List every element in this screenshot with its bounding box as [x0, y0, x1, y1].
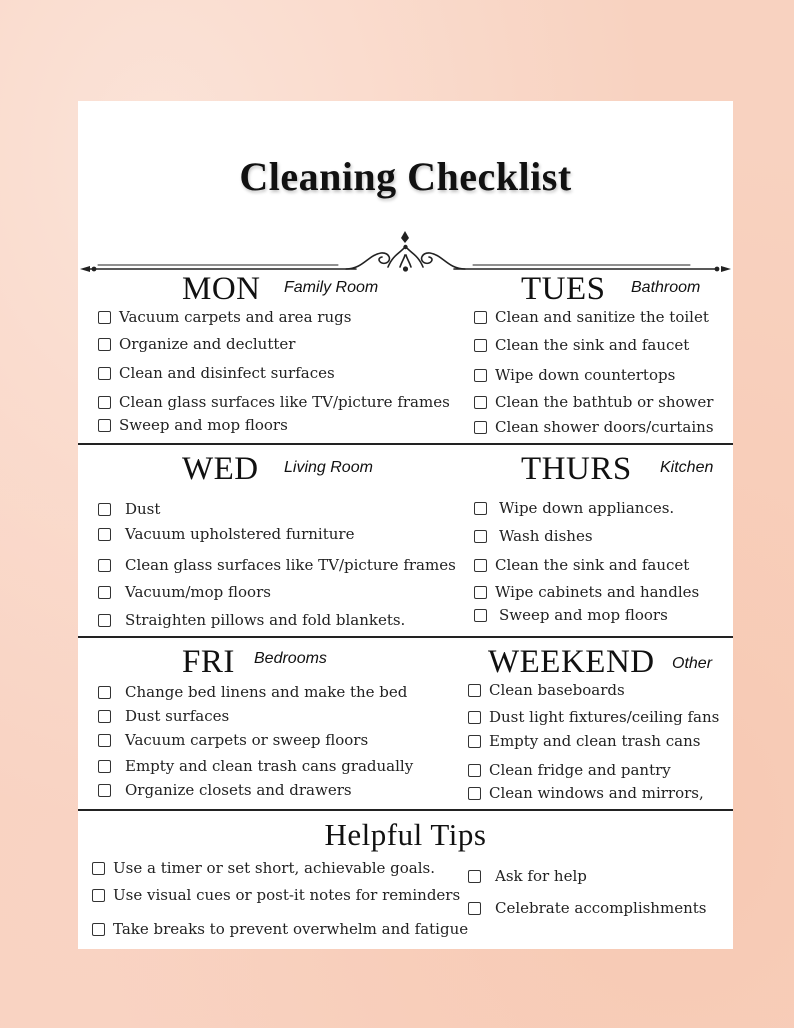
checkbox-icon[interactable] — [98, 503, 111, 516]
day-heading: MON — [182, 271, 261, 307]
checklist-item[interactable]: Clean the sink and faucet — [474, 336, 689, 354]
tips-title: Helpful Tips — [324, 817, 487, 852]
checklist-item[interactable]: Clean the sink and faucet — [474, 556, 689, 574]
checklist-item[interactable]: Change bed linens and make the bed — [98, 683, 407, 701]
tip-item[interactable]: Celebrate accomplishments — [468, 899, 706, 917]
checklist-item[interactable]: Vacuum/mop floors — [98, 583, 271, 601]
checkbox-icon[interactable] — [98, 760, 111, 773]
room-label: Bathroom — [631, 279, 701, 296]
checkbox-icon[interactable] — [468, 870, 481, 883]
checkbox-icon[interactable] — [98, 559, 111, 572]
checklist-item[interactable]: Dust surfaces — [98, 707, 229, 725]
day-heading: WED — [182, 451, 259, 487]
checkbox-icon[interactable] — [474, 609, 487, 622]
checkbox-icon[interactable] — [474, 530, 487, 543]
checklist-item[interactable]: Clean glass surfaces like TV/picture frames — [98, 393, 450, 411]
checkbox-icon[interactable] — [92, 889, 105, 902]
checkbox-icon[interactable] — [474, 421, 487, 434]
checkbox-icon[interactable] — [98, 586, 111, 599]
day-heading: TUES — [521, 271, 606, 307]
day-heading: WEEKEND — [488, 644, 655, 680]
checklist-item[interactable]: Clean baseboards — [468, 681, 625, 699]
checklist-item[interactable]: Vacuum carpets or sweep floors — [98, 731, 368, 749]
checklist-item[interactable]: Clean fridge and pantry — [468, 761, 671, 779]
checkbox-icon[interactable] — [468, 711, 481, 724]
checklist-item[interactable]: Wipe down appliances. — [474, 499, 674, 517]
room-label: Kitchen — [660, 459, 714, 476]
checkbox-icon[interactable] — [98, 311, 111, 324]
section-divider — [78, 809, 733, 811]
checkbox-icon[interactable] — [474, 396, 487, 409]
section-mon-tues — [78, 271, 733, 443]
checklist-sheet — [78, 101, 733, 949]
page-title: Cleaning Checklist — [239, 154, 572, 199]
checkbox-icon[interactable] — [92, 923, 105, 936]
section-divider — [78, 636, 733, 638]
section-fri-weekend — [78, 644, 733, 809]
checkbox-icon[interactable] — [98, 734, 111, 747]
checkbox-icon[interactable] — [98, 367, 111, 380]
checkbox-icon[interactable] — [474, 586, 487, 599]
checklist-item[interactable]: Sweep and mop floors — [474, 606, 668, 624]
checkbox-icon[interactable] — [92, 862, 105, 875]
checkbox-icon[interactable] — [98, 784, 111, 797]
checklist-item[interactable]: Wipe down countertops — [474, 366, 675, 384]
checklist-item[interactable]: Organize closets and drawers — [98, 781, 352, 799]
checklist-item[interactable]: Organize and declutter — [98, 335, 295, 353]
checklist-item[interactable]: Dust — [98, 500, 160, 518]
section-divider — [78, 443, 733, 445]
checklist-item[interactable]: Clean shower doors/curtains — [474, 418, 714, 436]
checkbox-icon[interactable] — [98, 338, 111, 351]
checkbox-icon[interactable] — [98, 419, 111, 432]
checklist-item[interactable]: Straighten pillows and fold blankets. — [98, 611, 405, 629]
checkbox-icon[interactable] — [98, 614, 111, 627]
tip-item[interactable]: Use visual cues or post-it notes for reminders — [92, 886, 460, 904]
checkbox-icon[interactable] — [474, 311, 487, 324]
room-label: Family Room — [284, 279, 379, 296]
checkbox-icon[interactable] — [468, 684, 481, 697]
checklist-item[interactable]: Wash dishes — [474, 527, 593, 545]
day-heading: THURS — [521, 451, 632, 487]
checklist-item[interactable]: Clean and disinfect surfaces — [98, 364, 335, 382]
room-label: Other — [672, 655, 713, 672]
checklist-item[interactable]: Vacuum upholstered furniture — [98, 525, 354, 543]
tip-item[interactable]: Use a timer or set short, achievable goals. — [92, 859, 435, 877]
tip-item[interactable]: Ask for help — [468, 867, 587, 885]
checkbox-icon[interactable] — [98, 686, 111, 699]
room-label: Bedrooms — [254, 650, 327, 667]
tip-item[interactable]: Take breaks to prevent overwhelm and fatigue — [92, 920, 468, 938]
checklist-item[interactable]: Empty and clean trash cans — [468, 732, 700, 750]
checklist-item[interactable]: Wipe cabinets and handles — [474, 583, 699, 601]
section-wed-thurs — [78, 451, 733, 631]
checkbox-icon[interactable] — [474, 369, 487, 382]
checkbox-icon[interactable] — [98, 528, 111, 541]
checklist-item[interactable]: Vacuum carpets and area rugs — [98, 308, 351, 326]
checklist-item[interactable]: Empty and clean trash cans gradually — [98, 757, 413, 775]
checkbox-icon[interactable] — [468, 764, 481, 777]
day-heading: FRI — [182, 644, 235, 680]
checkbox-icon[interactable] — [98, 396, 111, 409]
checkbox-icon[interactable] — [474, 502, 487, 515]
checkbox-icon[interactable] — [468, 787, 481, 800]
checkbox-icon[interactable] — [474, 339, 487, 352]
checkbox-icon[interactable] — [468, 735, 481, 748]
checklist-item[interactable]: Clean and sanitize the toilet — [474, 308, 709, 326]
checklist-item[interactable]: Dust light fixtures/ceiling fans — [468, 708, 719, 726]
checklist-item[interactable]: Clean the bathtub or shower — [474, 393, 713, 411]
room-label: Living Room — [284, 459, 373, 476]
flourish-divider-icon — [78, 225, 733, 275]
checklist-item[interactable]: Clean windows and mirrors, — [468, 784, 704, 802]
checkbox-icon[interactable] — [98, 710, 111, 723]
checklist-item[interactable]: Clean glass surfaces like TV/picture frames — [98, 556, 456, 574]
checklist-item[interactable]: Sweep and mop floors — [98, 416, 288, 434]
checkbox-icon[interactable] — [468, 902, 481, 915]
checkbox-icon[interactable] — [474, 559, 487, 572]
